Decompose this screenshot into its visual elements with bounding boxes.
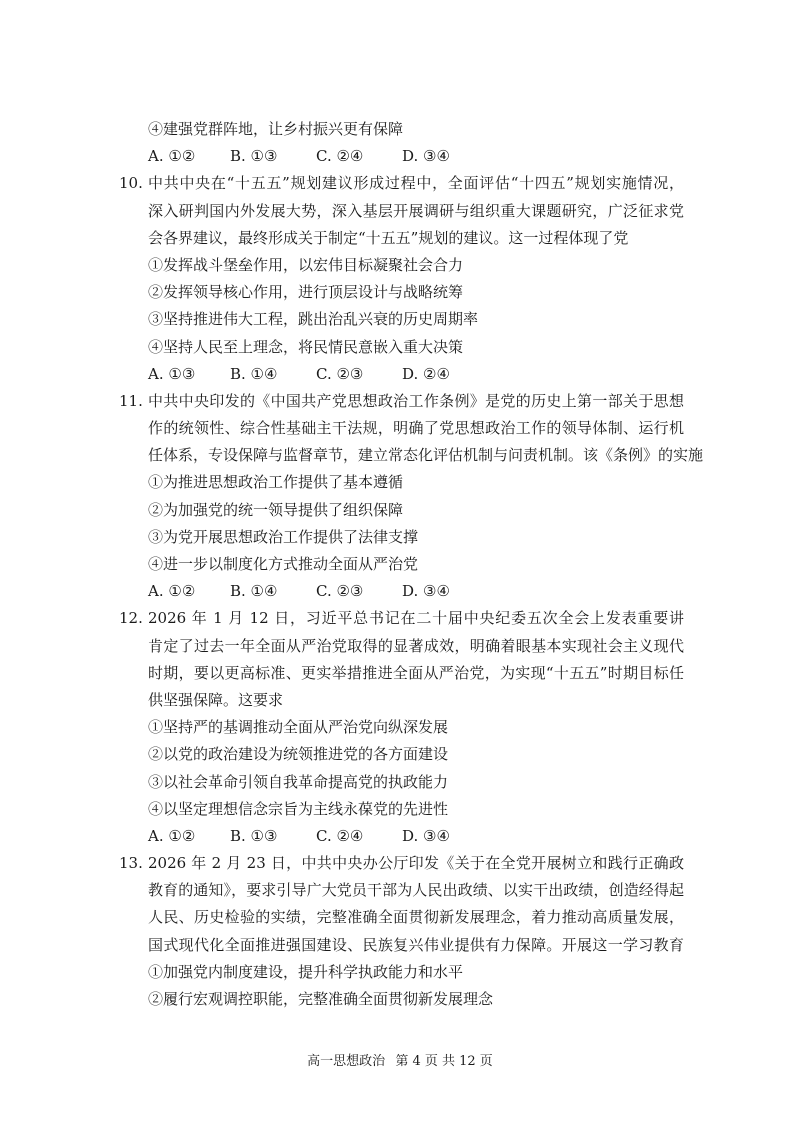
question-stem-line: 供坚强保障。这要求	[148, 690, 284, 709]
question-stem-line: 中共中央印发的《中国共产党思想政治工作条例》是党的历史上第一部关于思想	[148, 391, 684, 410]
question-stem-line: 2026 年 2 月 23 日，中共中央办公厅印发《关于在全党开展树立和践行正确政	[148, 854, 684, 873]
question-10	[0, 170, 800, 197]
question-stem-line: 深入研判国内外发展大势，深入基层开展调研与组织重大课题研究，广泛征求党	[148, 201, 684, 220]
prev-item-4: ④建强党群阵地，让乡村振兴更有保障	[148, 120, 404, 138]
option-a: A. ①②	[148, 147, 196, 166]
question-stem-line: 时期，要以更高标准、更实举措推进全面从严治党，为实现“十五五”时期目标任	[148, 663, 684, 682]
question-number: 13.	[119, 854, 143, 873]
question-stem-line: 中共中央在“十五五”规划建议形成过程中，全面评估“十四五”规划实施情况，	[148, 174, 684, 193]
question-stem-line: 任体系，专设保障与监督章节，建立常态化评估机制与问责机制。该《条例》的实施	[148, 446, 704, 465]
question-item: ①发挥战斗堡垒作用，以宏伟目标凝聚社会合力	[148, 255, 464, 274]
question-stem-line: 作的统领性、综合性基础主干法规，明确了党思想政治工作的领导体制、运行机	[148, 419, 684, 438]
page-footer	[0, 1050, 800, 1069]
question-item: ①加强党内制度建设，提升科学执政能力和水平	[148, 962, 464, 981]
question-item: ③以社会革命引领自我革命提高党的执政能力	[148, 772, 449, 791]
question-stem-line: 肯定了过去一年全面从严治党取得的显著成效，明确着眼基本实现社会主义现代	[148, 636, 684, 655]
footer-page-info: 第 4 页 共 12 页	[395, 1054, 493, 1069]
question-stem-line: 2026 年 1 月 12 日，习近平总书记在二十届中央纪委五次全会上发表重要讲	[148, 609, 684, 628]
question-stem-line: 人民、历史检验的实绩，完整准确全面贯彻新发展理念，着力推动高质量发展，	[148, 908, 684, 927]
option-c: C. ②④	[316, 826, 364, 845]
footer-subject: 高一思想政治	[307, 1054, 386, 1069]
option-d: D. ③④	[402, 826, 450, 845]
option-b: B. ①③	[230, 147, 278, 166]
question-item: ④坚持人民至上理念，将民情民意嵌入重大决策	[148, 337, 464, 356]
answer-options	[148, 361, 450, 388]
question-item: ①坚持严的基调推动全面从严治党向纵深发展	[148, 718, 449, 737]
question-stem-line: 教育的通知》，要求引导广大党员干部为人民出政绩、以实干出政绩，创造经得起	[148, 881, 684, 900]
option-c: C. ②④	[316, 147, 364, 166]
option-d: D. ②④	[402, 364, 450, 383]
option-b: B. ①④	[230, 582, 278, 601]
option-a: A. ①②	[148, 582, 196, 601]
question-number: 10.	[119, 174, 143, 193]
question-item: ③为党开展思想政治工作提供了法律支撑	[148, 527, 419, 546]
question-item: ③坚持推进伟大工程，跳出治乱兴衰的历史周期率	[148, 310, 479, 329]
question-item: ②以党的政治建设为统领推进党的各方面建设	[148, 745, 449, 764]
answer-options	[148, 823, 450, 850]
question-item: ②为加强党的统一领导提供了组织保障	[148, 500, 404, 519]
option-c: C. ②③	[316, 582, 364, 601]
question-content	[0, 116, 800, 1013]
question-number: 11.	[119, 391, 143, 410]
question-number: 12.	[119, 609, 143, 628]
question-item: ②履行宏观调控职能，完整准确全面贯彻新发展理念	[148, 990, 494, 1008]
question-stem-line: 国式现代化全面推进强国建设、民族复兴伟业提供有力保障。开展这一学习教育	[148, 935, 684, 954]
option-d: D. ③④	[402, 582, 450, 601]
question-item: ②发挥领导核心作用，进行顶层设计与战略统筹	[148, 283, 464, 302]
option-d: D. ③④	[402, 147, 450, 166]
question-11	[0, 388, 800, 415]
question-item: ④以坚定理想信念宗旨为主线永葆党的先进性	[148, 799, 449, 818]
question-item: ④进一步以制度化方式推动全面从严治党	[148, 555, 419, 573]
option-c: C. ②③	[316, 364, 364, 383]
option-b: B. ①③	[230, 826, 278, 845]
option-b: B. ①④	[230, 364, 278, 383]
answer-options	[148, 578, 450, 605]
prev-options	[148, 143, 450, 170]
question-13	[0, 850, 800, 877]
question-stem-line: 会各界建议，最终形成关于制定“十五五”规划的建议。这一过程体现了党	[148, 228, 629, 247]
question-item: ①为推进思想政治工作提供了基本遵循	[148, 473, 404, 492]
question-12	[0, 605, 800, 632]
option-a: A. ①②	[148, 826, 196, 845]
option-a: A. ①③	[148, 364, 196, 383]
